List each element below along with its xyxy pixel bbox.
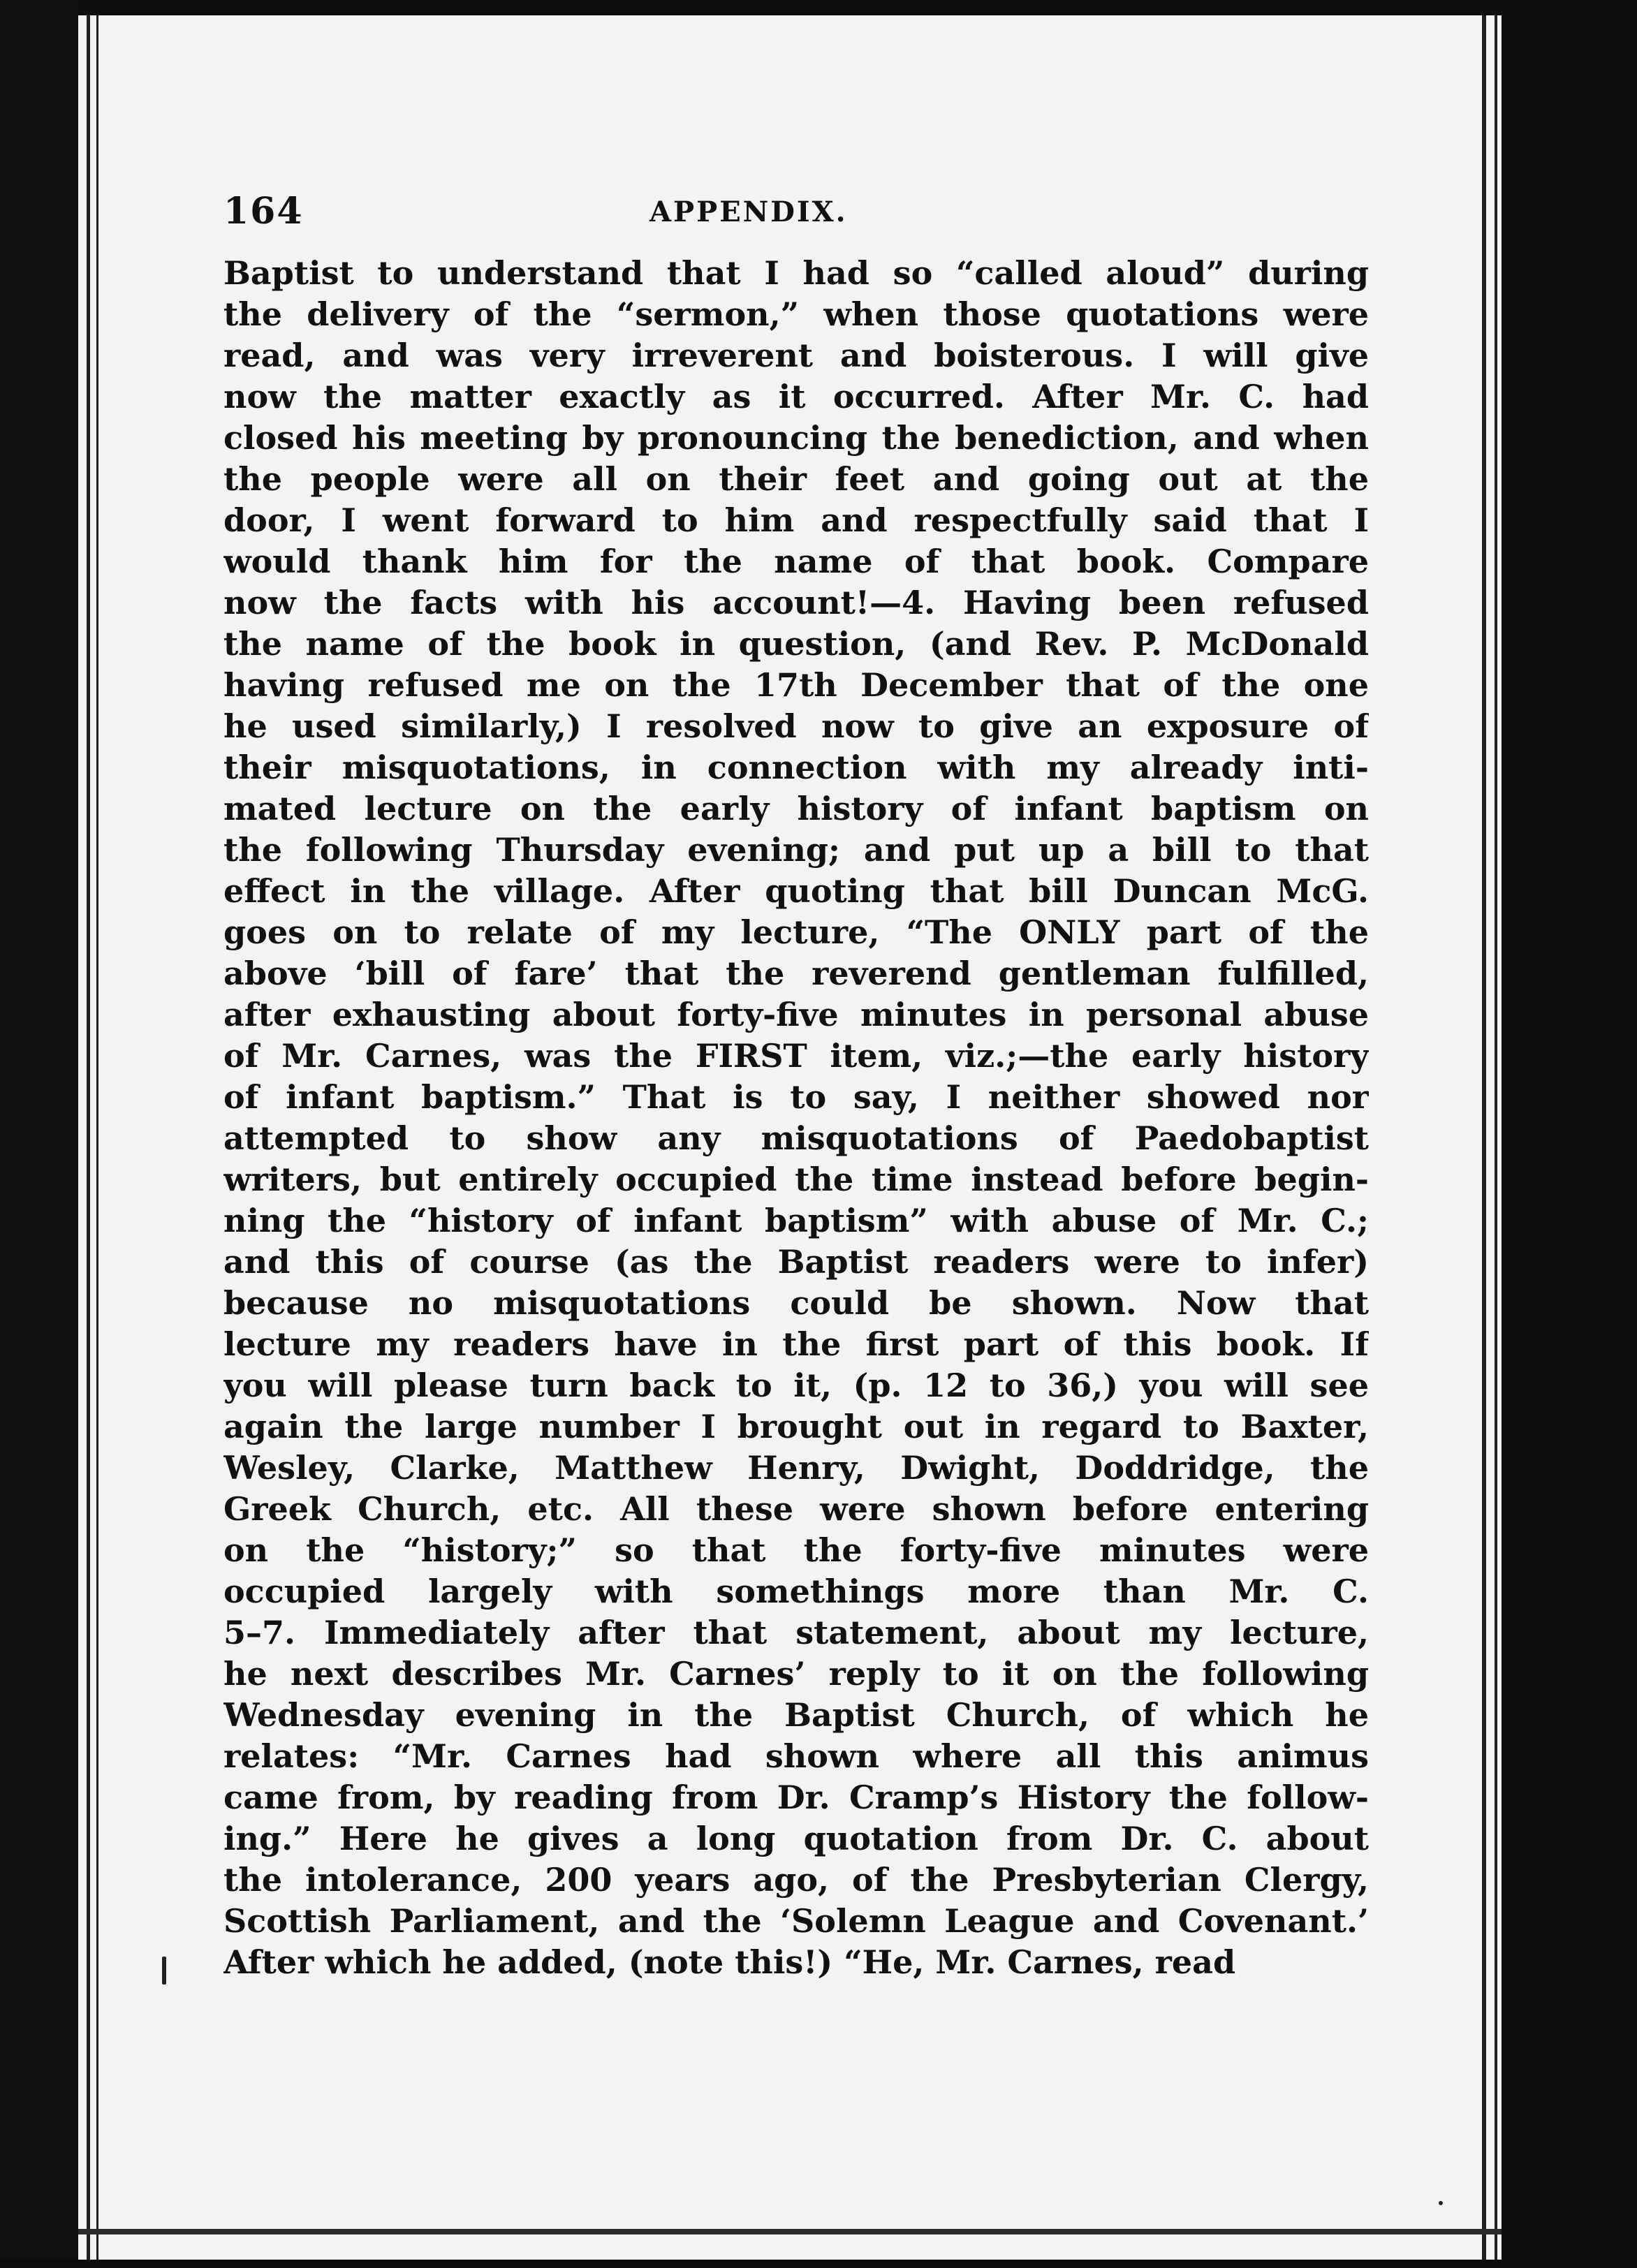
body-text: [223, 253, 1369, 1983]
text-line: after exhausting about forty-five minutes in personal abuse: [223, 996, 1369, 1033]
text-line: the delivery of the “sermon,” when those quotations were: [223, 295, 1369, 333]
text-line: occupied largely with somethings more than Mr. C.: [223, 1573, 1369, 1610]
text-line: attempted to show any misquotations of Paedobaptist: [223, 1119, 1369, 1157]
text-line: the people were all on their feet and going out at the: [223, 460, 1369, 498]
text-line: Wesley, Clarke, Matthew Henry, Dwight, Doddridge, the: [223, 1449, 1369, 1487]
text-line: mated lecture on the early history of infant baptism on: [223, 790, 1369, 827]
scan-border-right: [1502, 0, 1637, 2268]
text-line: Scottish Parliament, and the ‘Solemn League and Covenant.’: [223, 1902, 1369, 1940]
scan-border-top: [0, 0, 1637, 15]
running-head: APPENDIX.: [649, 196, 848, 228]
text-line: goes on to relate of my lecture, “The ONLY part of the: [223, 913, 1369, 951]
text-line: having refused me on the 17th December that of the one: [223, 666, 1369, 704]
text-line: relates: “Mr. Carnes had shown where all this animus: [223, 1737, 1369, 1775]
page-edge-line: [1495, 15, 1497, 2260]
page-number: 164: [223, 190, 304, 233]
text-line: now the matter exactly as it occurred. After Mr. C. had: [223, 378, 1369, 415]
scan-border-bottom: [0, 2260, 1637, 2268]
text-line: he next describes Mr. Carnes’ reply to it on the following: [223, 1655, 1369, 1693]
text-line: ing.” Here he gives a long quotation from Dr. C. about: [223, 1820, 1369, 1857]
text-line: of infant baptism.” That is to say, I neither showed nor: [223, 1078, 1369, 1116]
text-line: lecture my readers have in the first part of this book. If: [223, 1325, 1369, 1363]
page-bottom-edge: [78, 2229, 1502, 2234]
text-line: the following Thursday evening; and put up a bill to that: [223, 831, 1369, 869]
text-line: above ‘bill of fare’ that the reverend gentleman fulfilled,: [223, 955, 1369, 992]
scan-border-left: [0, 0, 78, 2268]
text-line: After which he added, (note this!) “He, Mr. Carnes, read: [223, 1943, 1236, 1981]
text-line: the name of the book in question, (and Rev. P. McDonald: [223, 625, 1369, 663]
text-line: came from, by reading from Dr. Cramp’s History the follow-: [223, 1779, 1369, 1816]
text-line: Baptist to understand that I had so “called aloud” during: [223, 254, 1369, 292]
text-line: Wednesday evening in the Baptist Church, of which he: [223, 1696, 1369, 1734]
text-line: 5–7. Immediately after that statement, about my lecture,: [223, 1614, 1369, 1651]
page-edge-line: [1482, 15, 1486, 2260]
page-edge-line: [96, 15, 98, 2260]
text-line: of Mr. Carnes, was the FIRST item, viz.;—the early history: [223, 1037, 1369, 1075]
text-line: closed his meeting by pronouncing the benediction, and when: [223, 419, 1369, 457]
text-line: Greek Church, etc. All these were shown before entering: [223, 1490, 1369, 1528]
text-line: effect in the village. After quoting that bill Duncan McG.: [223, 872, 1369, 910]
text-line: on the “history;” so that the forty-five minutes were: [223, 1531, 1369, 1569]
text-line: read, and was very irreverent and boisterous. I will give: [223, 337, 1369, 374]
text-line: again the large number I brought out in regard to Baxter,: [223, 1408, 1369, 1445]
text-line: because no misquotations could be shown. Now that: [223, 1284, 1369, 1322]
text-line: door, I went forward to him and respectfully said that I: [223, 501, 1369, 539]
text-line: the intolerance, 200 years ago, of the Presbyterian Clergy,: [223, 1861, 1369, 1899]
text-line: now the facts with his account!—4. Having been refused: [223, 584, 1369, 621]
text-line: he used similarly,) I resolved now to give an exposure of: [223, 707, 1369, 745]
text-line: and this of course (as the Baptist readers were to infer): [223, 1243, 1369, 1281]
text-line: you will please turn back to it, (p. 12 to 36,) you will see: [223, 1367, 1369, 1404]
text-line: writers, but entirely occupied the time instead before begin-: [223, 1161, 1369, 1198]
page-edge-line: [87, 15, 90, 2260]
text-line: ning the “history of infant baptism” with abuse of Mr. C.;: [223, 1202, 1369, 1239]
text-line: would thank him for the name of that book. Compare: [223, 543, 1369, 580]
text-line: their misquotations, in connection with my already inti-: [223, 749, 1369, 786]
